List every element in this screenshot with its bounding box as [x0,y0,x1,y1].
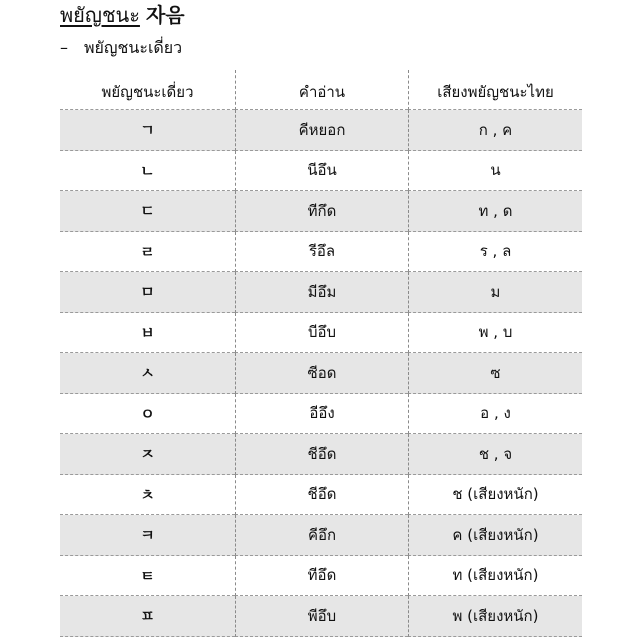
subtitle-bullet: – [60,38,68,57]
table-cell-thai-sound: ท (เสียงหนัก) [408,556,582,597]
table-cell-reading: ชีอึด [235,475,408,516]
table-cell-reading: ทีอึด [235,556,408,597]
table-cell-consonant: ㅈ [60,434,235,475]
table-cell-consonant: ㅋ [60,515,235,556]
header-reading: คำอ่าน [235,70,408,110]
table-cell-thai-sound: ช (เสียงหนัก) [408,475,582,516]
subtitle-text: พยัญชนะเดี่ยว [84,38,183,57]
table-cell-consonant: ㅅ [60,353,235,394]
table-cell-consonant: ㅁ [60,272,235,313]
table-cell-reading: พีอึบ [235,596,408,637]
table-cell-thai-sound: ค (เสียงหนัก) [408,515,582,556]
table-cell-thai-sound: ม [408,272,582,313]
table-cell-consonant: ㅇ [60,394,235,435]
table-cell-thai-sound: อ , ง [408,394,582,435]
table-cell-thai-sound: ท , ด [408,191,582,232]
table-cell-reading: อีอึง [235,394,408,435]
table-cell-reading: ชีอึด [235,434,408,475]
table-cell-consonant: ㅌ [60,556,235,597]
title-thai: พยัญชนะ [60,3,140,27]
table-cell-thai-sound: ร , ล [408,232,582,273]
table-cell-reading: คีอึก [235,515,408,556]
table-cell-consonant: ㅊ [60,475,235,516]
table-cell-thai-sound: ก , ค [408,110,582,151]
table-cell-thai-sound: พ (เสียงหนัก) [408,596,582,637]
header-consonant: พยัญชนะเดี่ยว [60,70,235,110]
header-thai-sound: เสียงพยัญชนะไทย [408,70,582,110]
title-korean: 자음 [145,3,185,27]
table-cell-reading: คีหยอก [235,110,408,151]
consonant-table [60,70,582,637]
table-cell-consonant: ㄴ [60,151,235,192]
page-title [60,2,185,28]
table-cell-reading: ทีกึด [235,191,408,232]
table-cell-reading: มีอึม [235,272,408,313]
table-cell-reading: นีอึน [235,151,408,192]
table-cell-consonant: ㅂ [60,313,235,354]
table-cell-consonant: ㄷ [60,191,235,232]
section-subtitle [60,37,182,59]
table-cell-thai-sound: น [408,151,582,192]
table-cell-consonant: ㄱ [60,110,235,151]
table-cell-reading: ซีอด [235,353,408,394]
table-cell-thai-sound: พ , บ [408,313,582,354]
table-cell-consonant: ㅍ [60,596,235,637]
table-cell-thai-sound: ซ [408,353,582,394]
table-cell-reading: บีอึบ [235,313,408,354]
table-cell-thai-sound: ช , จ [408,434,582,475]
table-cell-consonant: ㄹ [60,232,235,273]
table-cell-reading: รีอึล [235,232,408,273]
